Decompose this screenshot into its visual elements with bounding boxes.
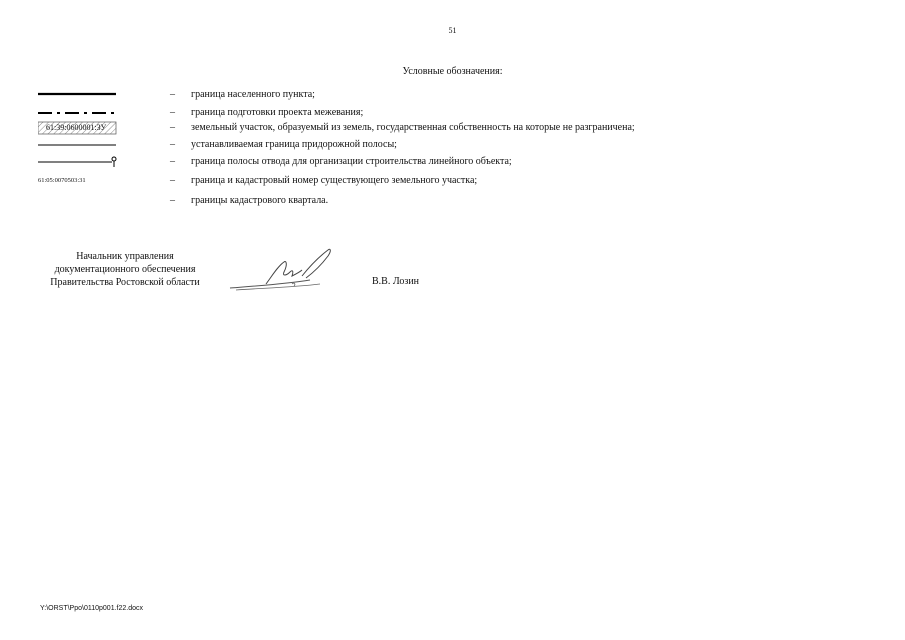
legend-item-survey-boundary — [38, 106, 878, 120]
legend-label: граница населенного пункта; — [191, 89, 315, 100]
dash-dot-line-symbol — [38, 106, 118, 120]
legend-dash: – — [170, 122, 175, 133]
legend-dash: – — [170, 139, 175, 150]
legend-dash: – — [170, 195, 175, 206]
signatory-name: В.В. Лозин — [372, 276, 420, 287]
legend-dash: – — [170, 107, 175, 118]
handwritten-signature — [226, 246, 338, 294]
legend-dash: – — [170, 175, 175, 186]
legend-dash: – — [170, 89, 175, 100]
parcel-code: 61:39:0600001:ЗУ — [46, 123, 107, 132]
legend-title: Условные обозначения: — [402, 66, 503, 77]
thick-line-symbol — [38, 88, 118, 102]
legend-label: устанавливаемая граница придорожной полосы; — [191, 139, 397, 150]
legend-item-existing-parcel — [38, 174, 878, 188]
legend-item-right-of-way — [38, 155, 878, 169]
cadastral-number: 61:05:0070503:31 — [38, 177, 86, 184]
file-path-footer: Y:\ORST\Ppo\0110p001.f22.docx — [40, 605, 143, 612]
line-with-pin-symbol — [38, 155, 118, 169]
legend-item-formed-parcel — [38, 121, 878, 135]
legend-item-settlement-boundary — [38, 88, 878, 102]
legend-label: граница и кадастровый номер существующего земельного участка; — [191, 175, 478, 186]
thin-line-symbol — [38, 138, 118, 152]
legend-label: граница подготовки проекта межевания; — [191, 107, 364, 118]
page-number: 51 — [448, 26, 457, 35]
legend-label: границы кадастрового квартала. — [191, 195, 329, 206]
legend-dash: – — [170, 156, 175, 167]
legend-item-cadastral-quarter — [38, 194, 878, 208]
signatory-position: Начальник управления документационного обеспечения Правительства Ростовской области — [50, 251, 200, 288]
legend-item-roadside-strip — [38, 138, 878, 152]
legend-label: земельный участок, образуемый из земель, государственная собственность на которые не разграничена; — [191, 122, 635, 133]
legend-label: граница полосы отвода для организации строительства линейного объекта; — [191, 156, 512, 167]
